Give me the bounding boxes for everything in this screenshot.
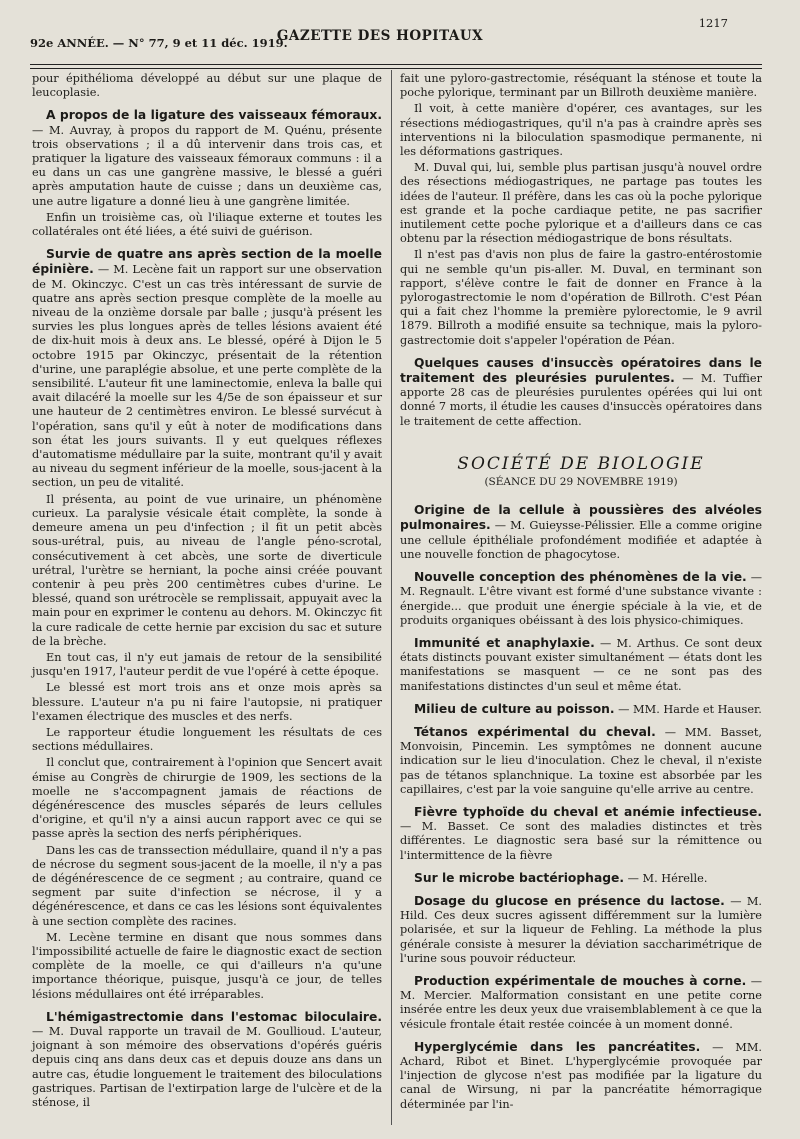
article-paragraph: [400, 356, 762, 429]
paragraph: En tout cas, il n'y eut jamais de retour de la sensibilité jusqu'en 1917, l'auteur perdit de vue l'opéré à cette époque.: [32, 650, 382, 679]
section-heading: Quelques causes d'insuccès opératoires dans le traitement des pleurésies purulentes.: [400, 355, 762, 386]
paragraph: Il conclut que, contrairement à l'opinion que Sencert avait émise au Congrès de chirurgie de 1909, les sections de la moelle ne s'accompagnent jamais de réactions de dégénérescence des muscles séparés de leurs cellules d'origine, et qu'il n'y a ainsi aucun rapport avec ce qui se passe après la section des nerfs périphériques.: [32, 756, 382, 841]
item-heading: Origine de la cellule à poussières des alvéoles pulmonaires.: [400, 503, 762, 533]
left-column: [32, 72, 382, 1112]
item-text: — M. Regnault. L'être vivant est formé d'une substance vivante : énergide... que produit une énergie spéciale à la vie, et de produits organiques obéissant à des lois physico-chimiques.: [400, 571, 762, 627]
item-heading: Hyperglycémie dans les pancréatites.: [414, 1039, 701, 1054]
item-text: — M. Arthus. Ce sont deux états distincts pouvant exister simultanément — états dont les manifestations se masquent — ce ne sont pas des manifestations distinctes d'un seul et même état.: [400, 636, 762, 693]
header-rule: [30, 64, 762, 69]
paragraph: Il présenta, au point de vue urinaire, un phénomène curieux. La paralysie vésicale était complète, la sonde à demeure amena un peu d'infection ; il fit un petit abcès sous-urétral, puis, au niveau de l'angle péno-scrotal, consécutivement à cet abcès, une sorte de diverticule urétral, l'urètre se herniant, la poche ainsi créée pouvant contenir à peu près 200 centimètres cubes d'urine. Le blessé, quand son urétrocèle se remplissait, appuyait avec la main pour en exprimer le contenu au dehors. M. Okinczyc fit la cure radicale de cette hernie par excision du sac et suture de la brèche.: [32, 492, 382, 648]
section-heading: A propos de la ligature des vaisseaux fémoraux.: [46, 108, 382, 123]
item-text: — M. Hérelle.: [627, 871, 708, 885]
paragraph: M. Lecène termine en disant que nous sommes dans l'impossibilité actuelle de faire le diagnostic exact de section complète de la moelle, ce qui d'ailleurs n'a qu'une importance théorique, puisque, jusqu'à ce jour, de telles lésions médullaires ont été irréparables.: [32, 930, 382, 1001]
list-item: [400, 702, 762, 717]
item-text: — M. Mercier. Malformation consistant en une petite corne insérée entre les deux yeux due vraisemblablement à ce que la vésicule frontale était restée coincée à un moment donné.: [400, 974, 762, 1031]
issue-line: 92e ANNÉE. — N° 77, 9 et 11 déc. 1919.: [30, 36, 288, 50]
section-heading: L'hémigastrectomie dans l'estomac biloculaire.: [46, 1009, 382, 1024]
article-paragraph: [32, 247, 382, 490]
list-item: [400, 894, 762, 966]
list-item: [400, 1040, 762, 1112]
article-text: — M. Duval rapporte un travail de M. Goullioud. L'auteur, joignant à son mémoire des observations d'opérés guéris depuis cinq ans dans deux cas et depuis douze ans dans un autre cas, étudie longuement le traitement des biloculations gastriques. Partisan de l'extirpation large de l'ulcère et de la sténose, il: [32, 1025, 382, 1110]
item-heading: Nouvelle conception des phénomènes de la vie.: [414, 570, 747, 585]
item-heading: Milieu de culture au poisson.: [414, 701, 615, 716]
paragraph: Dans les cas de transsection médullaire, quand il n'y a pas de nécrose du segment sous-jacent de la moelle, il n'y a pas de dégénérescence de ce segment ; au contraire, quand ce segment par suite d'infection se nécrose, il y a dégénérescence, et dans ce cas les lésions sont équivalentes à une section complète des racines.: [32, 843, 382, 928]
paragraph: Il n'est pas d'avis non plus de faire la gastro-entérostomie qui ne semble qu'un pis-aller. M. Duval, en terminant son rapport, s'élève contre le fait de donner en France à la pylorogastrectomie le nom d'opération de Billroth. C'est Péan qui a fait chez l'homme la première pylorectomie, le 9 avril 1879. Billroth a modifié ensuite sa technique, mais la pyloro-gastrectomie doit s'appeler l'opération de Péan.: [400, 248, 762, 347]
paragraph: Le blessé est mort trois ans et onze mois après sa blessure. L'auteur n'a pu ni faire l'autopsie, ni pratiquer l'examen électrique des muscles et des nerfs.: [32, 681, 382, 723]
journal-title: GAZETTE DES HOPITAUX: [276, 28, 484, 44]
paragraph: Il voit, à cette manière d'opérer, ces avantages, sur les résections médiogastriques, qu'il n'a pas à craindre après ses interventions ni la biloculation spasmodique permanente, ni les déformations gastriques.: [400, 102, 762, 159]
item-text: — MM. Achard, Ribot et Binet. L'hyperglycémie provoquée par l'injection de glycose n'est pas modifiée par la ligature du canal de Wirsung, ni par la pancréatite hémorragique déterminée par l'in-: [400, 1040, 763, 1111]
item-text: — M. Guieysse-Pélissier. Elle a comme origine une cellule épithéliale profondément modifiée et adaptée à une nouvelle fonction de phagocytose.: [400, 519, 763, 561]
list-item: [400, 725, 762, 797]
paragraph: fait une pyloro-gastrectomie, réséquant la sténose et toute la poche pylorique, terminant par un Billroth deuxième manière.: [400, 72, 762, 100]
page-number: 1217: [698, 16, 728, 30]
item-text: — MM. Basset, Monvoisin, Pincemin. Les symptômes ne donnent aucune indication sur le lieu d'inoculation. Chez le cheval, il n'existe pas de tétanos splanchnique. La toxine est absorbée par les capillaires, c'est par la voie sanguine qu'elle arrive au centre.: [400, 725, 762, 796]
item-text: — M. Basset. Ce sont des maladies distinctes et très différentes. Le diagnostic sera basé sur la rémittence ou l'intermittence de la fièvre: [400, 820, 762, 862]
session-date: (SÉANCE DU 29 NOVEMBRE 1919): [484, 476, 678, 489]
list-item: [400, 871, 762, 886]
section-heading: Survie de quatre ans après section de la moelle épinière.: [32, 247, 382, 277]
article-text: — M. Lecène fait un rapport sur une observation de M. Okinczyc. C'est un cas très intéressant de survie de quatre ans après section presque complète de la moelle au niveau de la onzième dorsale par balle ; jusqu'à présent les survies les plus longues après de telles lésions avaient été de dix-huit mois à deux ans. Le blessé, opéré à Dijon le 5 octobre 1915 par Okinczyc, présentait de la rétention d'urine, une paraplégie absolue, et une perte complète de la sensibilité. L'auteur fit une laminectomie, enleva la balle qui avait dilacéré la moelle sur les 4/5e de son épaisseur et sur une hauteur de 2 centimètres environ. Le blessé survécut à l'opération, sans qu'il y eût à noter de modifications dans son état les jours suivants. Il y eut quelques réflexes d'automatisme médullaire par la suite, montrant qu'il y avait au niveau du segment inférieur de la moelle, sous-jacent à la section, un peu de vitalité.: [32, 263, 382, 490]
society-title: SOCIÉTÉ DE BIOLOGIE: [457, 453, 705, 474]
article-paragraph: [32, 1010, 382, 1110]
article-text: — M. Tuffier apporte 28 cas de pleurésies purulentes opérées qui lui ont donné 7 morts, il étudie les causes d'insuccès opératoires dans le traitement de cette affection.: [400, 372, 762, 428]
list-item: [400, 636, 762, 694]
paragraph: Le rapporteur étudie longuement les résultats de ces sections médullaires.: [32, 725, 382, 754]
article-paragraph: [32, 108, 382, 208]
item-heading: Tétanos expérimental du cheval.: [414, 724, 656, 739]
list-item: [400, 503, 762, 562]
item-heading: Immunité et anaphylaxie.: [414, 635, 595, 650]
right-column: [400, 72, 762, 1114]
paragraph: pour épithélioma développé au début sur une plaque de leucoplasie.: [32, 72, 382, 100]
item-heading: Dosage du glucose en présence du lactose.: [414, 893, 725, 908]
column-divider: [391, 70, 392, 1125]
list-item: [400, 570, 762, 628]
article-text: — M. Auvray, à propos du rapport de M. Quénu, présente trois observations ; il a dû intervenir dans trois cas, et pratiquer la ligature des vaisseaux fémoraux communs : il a eu dans un cas une gangrène massive, le blessé a guéri après amputation haute de cuisse ; dans un deuxième cas, une autre ligature a donné lieu à une gangrène limitée.: [32, 123, 382, 208]
item-heading: Production expérimentale de mouches à corne.: [414, 973, 747, 988]
list-item: [400, 805, 762, 863]
item-text: — MM. Harde et Hauser.: [618, 702, 762, 716]
paragraph: Enfin un troisième cas, où l'iliaque externe et toutes les collatérales ont été liées, a été suivi de guérison.: [32, 210, 382, 239]
item-text: — M. Hild. Ces deux sucres agissent différemment sur la lumière polarisée, et sur la liqueur de Fehling. La méthode la plus générale consiste à mesurer la déviation saccharimétrique de l'urine sous pouvoir réducteur.: [400, 894, 763, 965]
item-heading: Fièvre typhoïde du cheval et anémie infectieuse.: [414, 804, 762, 819]
paragraph: M. Duval qui, lui, semble plus partisan jusqu'à nouvel ordre des résections médiogastriques, ne partage pas toutes les idées de l'auteur. Il préfère, dans les cas où la poche pylorique est grande et la poche cardiaque petite, ne pas sacrifier inutilement cette poche pylorique et a d'ailleurs dans ce cas obtenu par la résection médiogastrique de bons résultats.: [400, 161, 762, 246]
list-item: [400, 974, 762, 1032]
item-heading: Sur le microbe bactériophage.: [414, 870, 625, 885]
